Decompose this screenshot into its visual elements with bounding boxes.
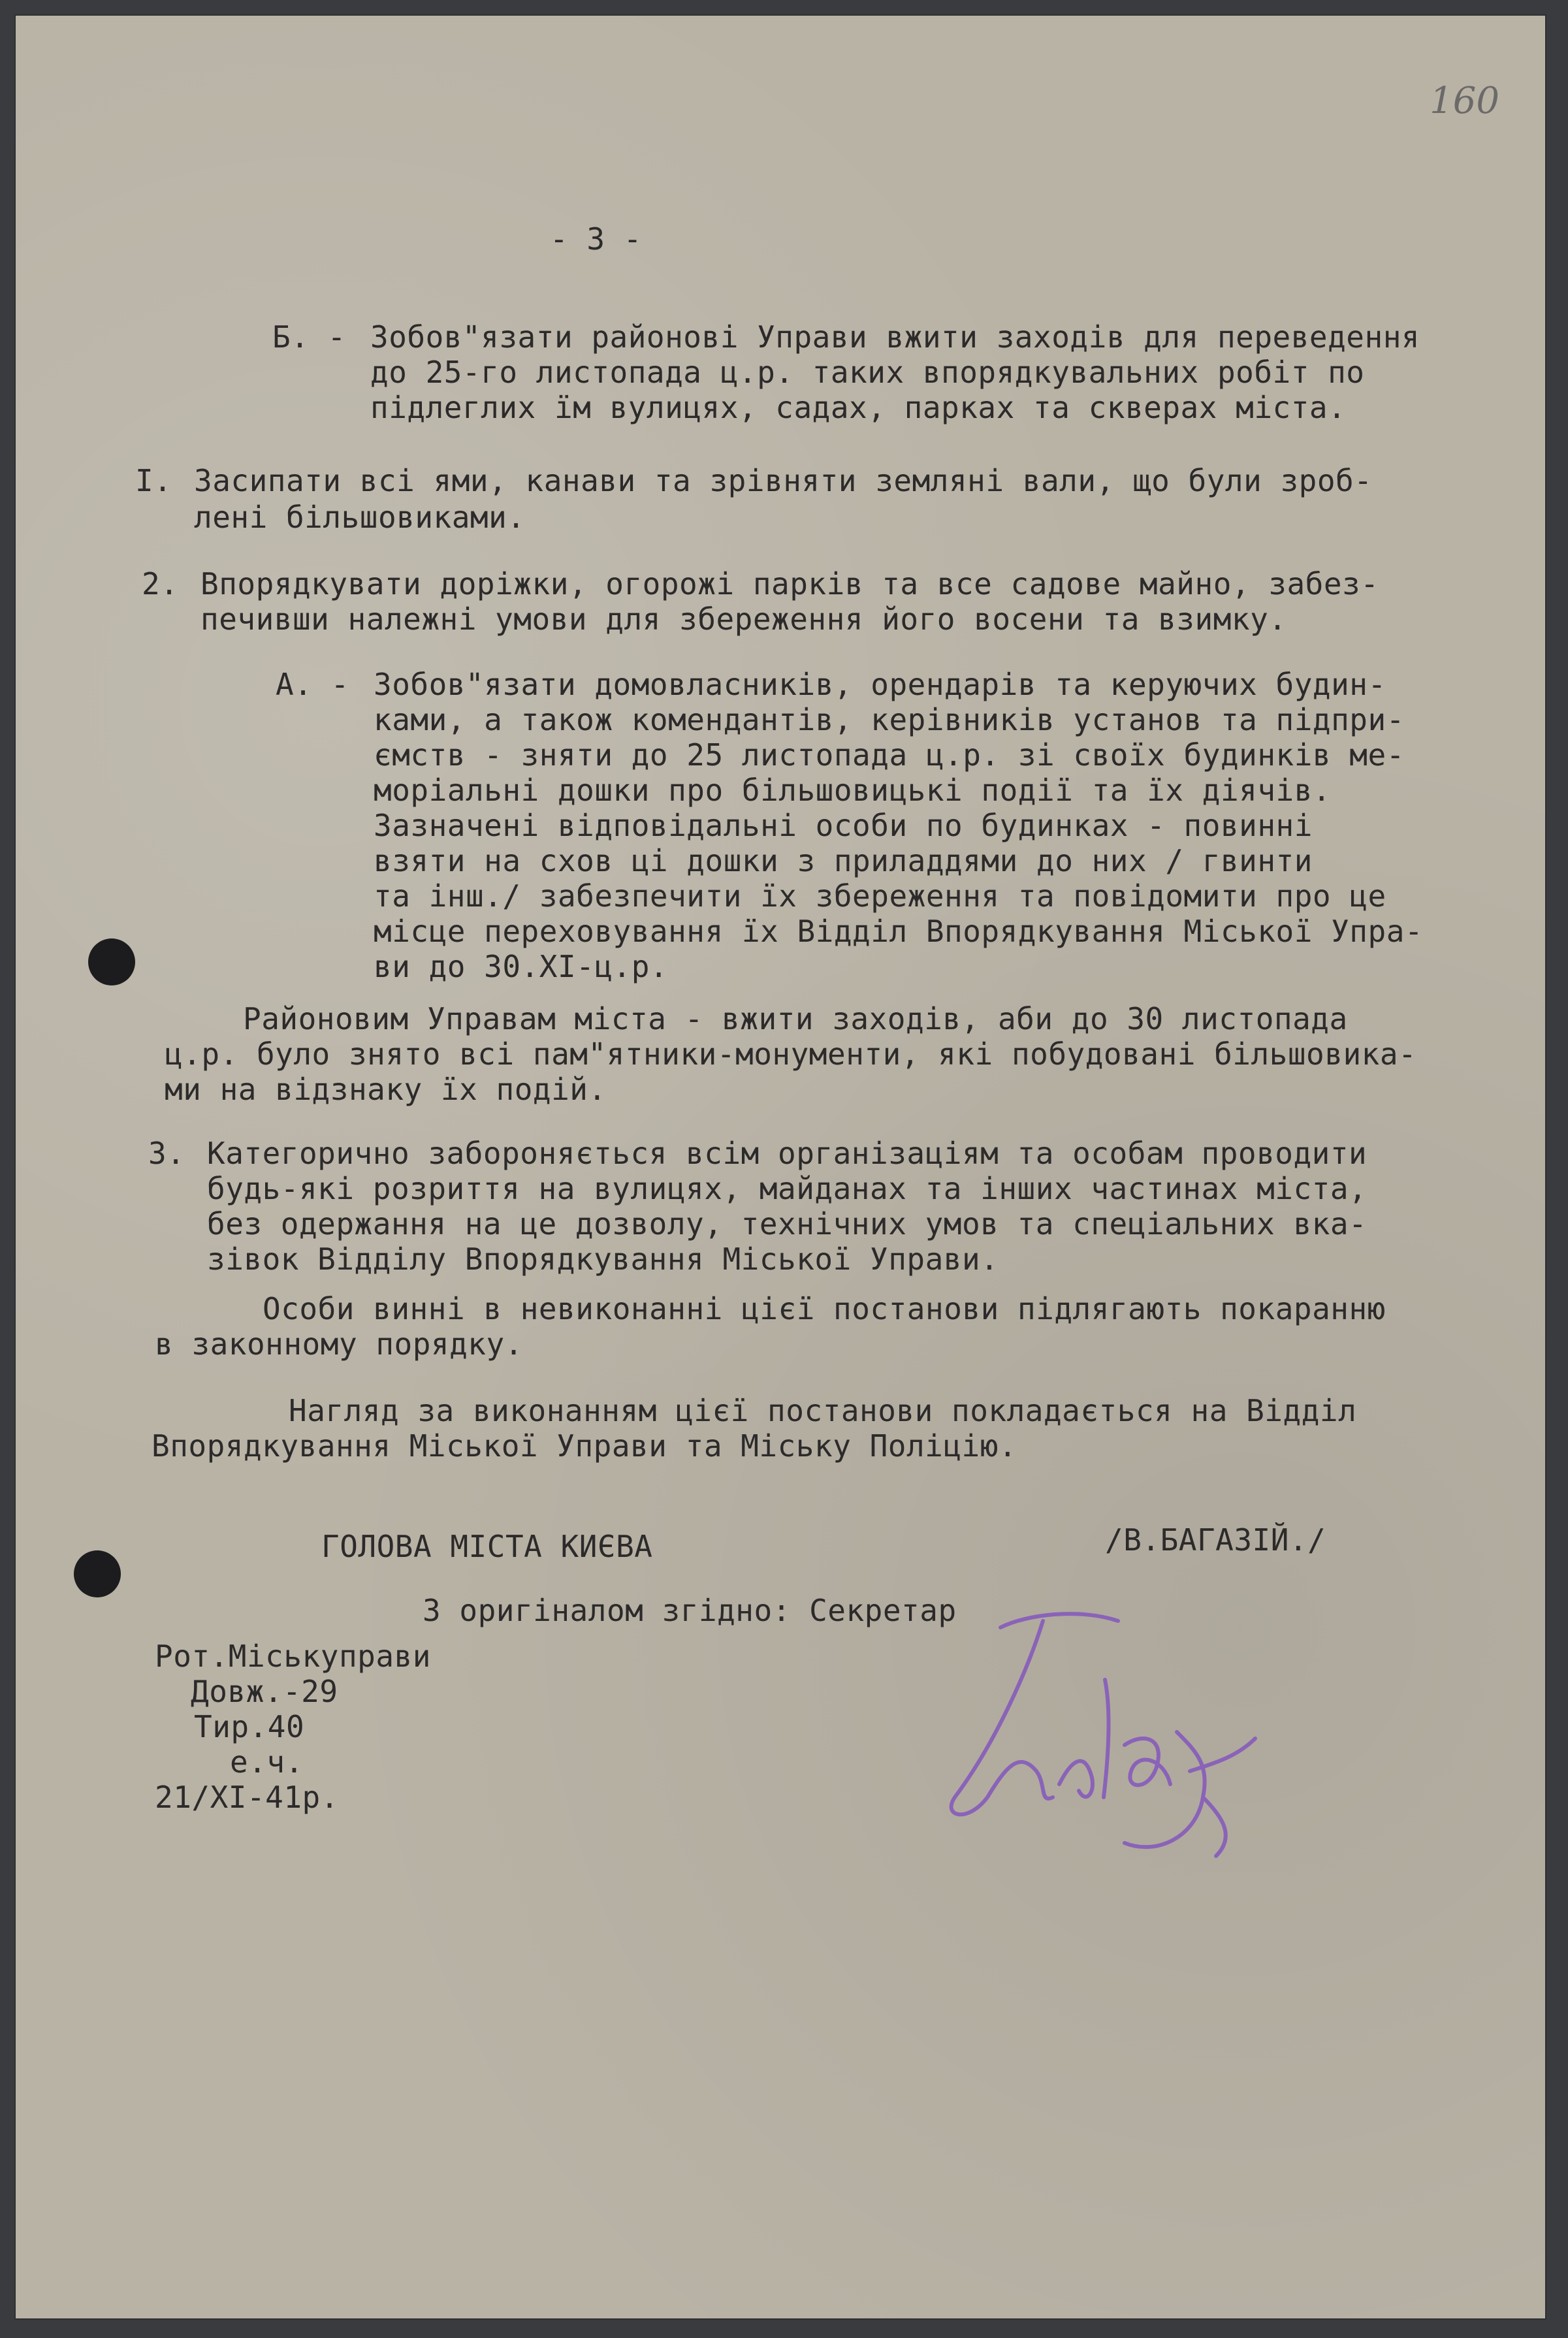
section-a-line: взяти на схов ці дошки з приладдями до них / гвинти [374, 843, 1313, 878]
section-a-line: Зазначені відповідальні особи по будинках - повинні [374, 808, 1313, 843]
item-2-line: печивши належні умови для збереження його восени та взимку. [200, 601, 1287, 637]
section-a-line: місце переховування їх Відділ Впорядкування Міської Упра- [374, 914, 1424, 949]
section-a-line: та інш./ забезпечити їх збереження та повідомити про це [374, 878, 1386, 914]
item-3-label: 3. [148, 1136, 185, 1171]
paragraph-line: Впорядкування Міської Управи та Міську Поліцію. [152, 1428, 1017, 1464]
paragraph-line: Особи винні в невиконанні цієї постанови підлягають покаранню [263, 1291, 1386, 1326]
item-3-line: будь-які розриття на вулицях, майданах та інших частинах міста, [207, 1171, 1368, 1206]
footer-line: Рот.Міськуправи [155, 1639, 431, 1674]
secretary-signature [929, 1601, 1294, 1876]
footer-line: 21/XI-41р. [155, 1780, 339, 1815]
item-3-line: Категорично забороняється всім організаціям та особам проводити [207, 1136, 1368, 1171]
section-b-line: Зобов"язати районові Управи вжити заходів для переведення [370, 319, 1420, 355]
paragraph-line: Районовим Управам міста - вжити заходів, аби до 30 листопада [243, 1001, 1348, 1036]
footer-line: Довж.-29 [191, 1674, 338, 1709]
section-a-line: Зобов"язати домовласників, орендарів та керуючих будин- [374, 667, 1386, 702]
paragraph-line: ц.р. було знято всі пам"ятники-монументи, які побудовані більшовика- [165, 1036, 1417, 1072]
item-3-line: без одержання на це дозволу, технічних умов та спеціальних вка- [207, 1206, 1368, 1241]
punch-hole-bottom [74, 1550, 121, 1597]
section-a-line: ками, а також комендантів, керівників установ та підпри- [374, 702, 1405, 737]
item-1-label: І. [135, 463, 172, 498]
item-3-line: зівок Відділу Впорядкування Міської Управи. [207, 1241, 999, 1277]
section-a-line: ви до 30.XI-ц.р. [374, 949, 669, 984]
section-a-line: моріальні дошки про більшовицькі події та їх діячів. [374, 773, 1332, 808]
section-b-line: до 25-го листопада ц.р. таких впорядкувальних робіт по [370, 355, 1365, 390]
paragraph-line: ми на відзнаку їх подій. [165, 1072, 607, 1107]
section-b-label: Б. - [272, 319, 346, 355]
item-1-line: лені більшовиками. [194, 500, 526, 535]
item-2-line: Впорядкувати доріжки, огорожі парків та все садове майно, забез- [200, 566, 1379, 601]
section-b-line: підлеглих їм вулицях, садах, парках та скверах міста. [370, 390, 1347, 425]
item-2-label: 2. [142, 566, 179, 601]
item-1-line: Засипати всі ями, канави та зрівняти земляні вали, що були зроб- [194, 463, 1373, 498]
section-a-line: ємств - зняти до 25 листопада ц.р. зі своїх будинків ме- [374, 737, 1405, 773]
document-sheet [14, 14, 1546, 2320]
signatory-name: /В.БАГАЗІЙ./ [1105, 1522, 1326, 1558]
certification-line: З оригіналом згідно: Секретар [423, 1593, 957, 1628]
punch-hole-top [88, 938, 135, 985]
section-a-label: А. - [276, 667, 349, 702]
archive-number: 160 [1430, 80, 1499, 122]
paragraph-line: Нагляд за виконанням цієї постанови покладається на Відділ [289, 1393, 1357, 1428]
paragraph-line: в законному порядку. [155, 1326, 523, 1362]
page-marker: - 3 - [550, 221, 642, 257]
footer-line: Тир.40 [194, 1709, 305, 1744]
signatory-title: ГОЛОВА МІСТА КИЄВА [321, 1529, 653, 1564]
footer-line: е.ч. [230, 1744, 304, 1780]
